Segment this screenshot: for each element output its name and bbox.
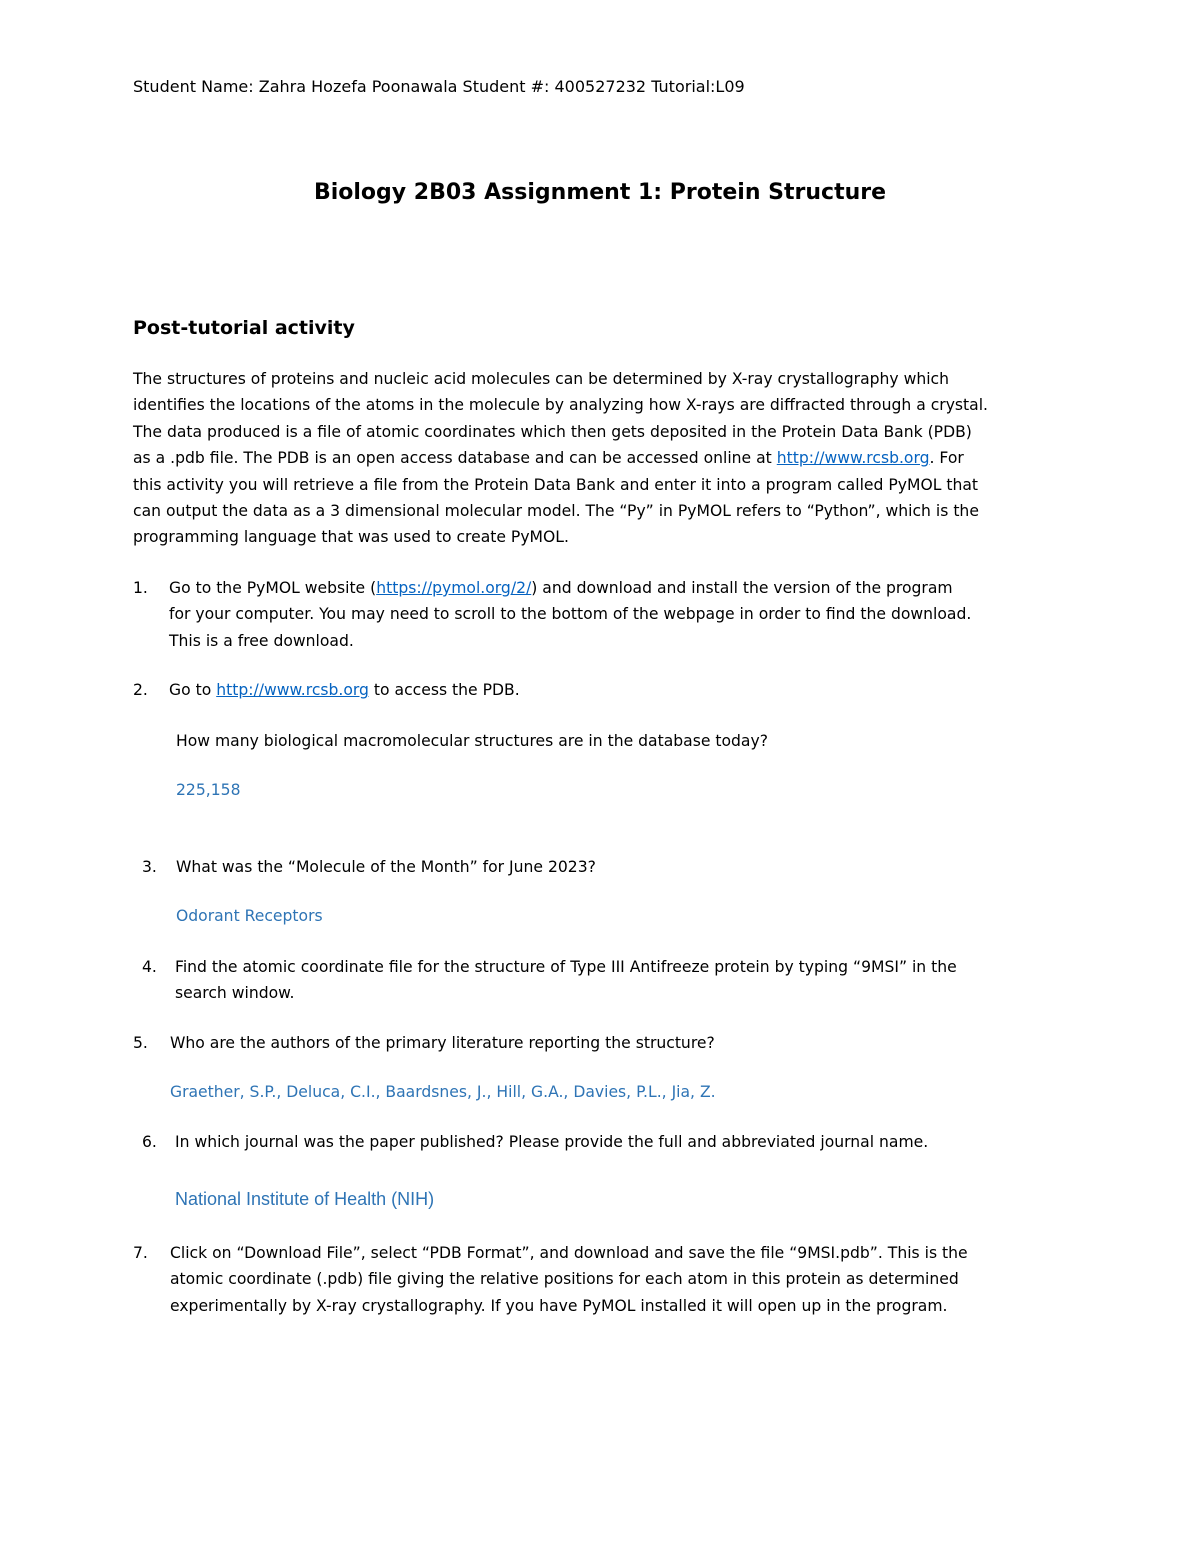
answer-text: Graether, S.P., Deluca, C.I., Baardsnes, J., Hill, G.A., Davies, P.L., Jia, Z. (170, 1083, 716, 1101)
rcsb-link[interactable]: http://www.rcsb.org (216, 681, 369, 699)
intro-line: identifies the locations of the atoms in the molecule by analyzing how X-rays are diffracted through a crystal. (133, 396, 989, 415)
intro-text: . For (929, 449, 964, 468)
question-text: How many biological macromolecular structures are in the database today? (176, 732, 768, 750)
answer-text: Odorant Receptors (176, 907, 323, 925)
answer-text: National Institute of Health (NIH) (175, 1189, 435, 1209)
item-line: atomic coordinate (.pdb) file giving the relative positions for each atom in this protein as determined (170, 1270, 959, 1289)
item-line: This is a free download. (169, 631, 354, 650)
item-line: In which journal was the paper published? Please provide the full and abbreviated journal name. (175, 1133, 929, 1151)
rcsb-link[interactable]: http://www.rcsb.org (776, 449, 930, 468)
item-text-span: to access the PDB. (368, 681, 520, 699)
intro-line: this activity you will retrieve a file from the Protein Data Bank and enter it into a program called PyMOL that (133, 475, 979, 494)
intro-paragraph (133, 366, 1093, 551)
item-text (175, 1129, 1095, 1155)
item-line (169, 677, 1089, 703)
student-info-line: Student Name: Zahra Hozefa Poonawala Student #: 400527232 Tutorial:L09 (133, 77, 745, 96)
intro-line: can output the data as a 3 dimensional molecular model. The “Py” in PyMOL refers to “Python”, which is the (133, 502, 979, 521)
item-text (176, 854, 1096, 880)
item-number: 5. (133, 1034, 148, 1052)
intro-line (133, 445, 1093, 471)
item-text (175, 954, 1095, 1007)
item-line: Find the atomic coordinate file for the structure of Type III Antifreeze protein by typing “9MSI” in the (175, 958, 957, 976)
item-number: 4. (142, 958, 157, 976)
item-text (169, 677, 1089, 703)
pymol-link[interactable]: https://pymol.org/2/ (376, 579, 532, 597)
item-line: search window. (175, 984, 295, 1003)
item-line: Click on “Download File”, select “PDB Format”, and download and save the file “9MSI.pdb”. This is the (170, 1244, 968, 1262)
intro-line: programming language that was used to create PyMOL. (133, 528, 569, 547)
document-title: Biology 2B03 Assignment 1: Protein Structure (313, 180, 887, 205)
item-line: experimentally by X-ray crystallography. If you have PyMOL installed it will open up in the program. (170, 1296, 948, 1315)
item-text-span: Go to the PyMOL website ( (169, 579, 377, 597)
item-number: 1. (133, 579, 148, 597)
item-line: for your computer. You may need to scroll to the bottom of the webpage in order to find the download. (169, 605, 972, 624)
item-line: Who are the authors of the primary literature reporting the structure? (170, 1034, 715, 1052)
item-text (169, 575, 1089, 654)
item-line (169, 575, 1089, 601)
intro-line: The data produced is a file of atomic coordinates which then gets deposited in the Protein Data Bank (PDB) (133, 422, 972, 441)
item-number: 7. (133, 1244, 148, 1262)
item-number: 2. (133, 681, 148, 699)
intro-line: The structures of proteins and nucleic acid molecules can be determined by X-ray crystallography which (133, 370, 950, 388)
item-number: 6. (142, 1133, 157, 1151)
section-heading: Post-tutorial activity (133, 317, 355, 339)
intro-text: as a .pdb file. The PDB is an open access database and can be accessed online at (133, 449, 777, 468)
item-text-span: ) and download and install the version of the program (531, 579, 953, 597)
item-number: 3. (142, 858, 157, 876)
item-text (170, 1030, 1090, 1056)
item-line: What was the “Molecule of the Month” for June 2023? (176, 858, 596, 876)
item-text-span: Go to (169, 681, 217, 699)
answer-text: 225,158 (176, 781, 241, 799)
item-text (170, 1240, 1090, 1319)
